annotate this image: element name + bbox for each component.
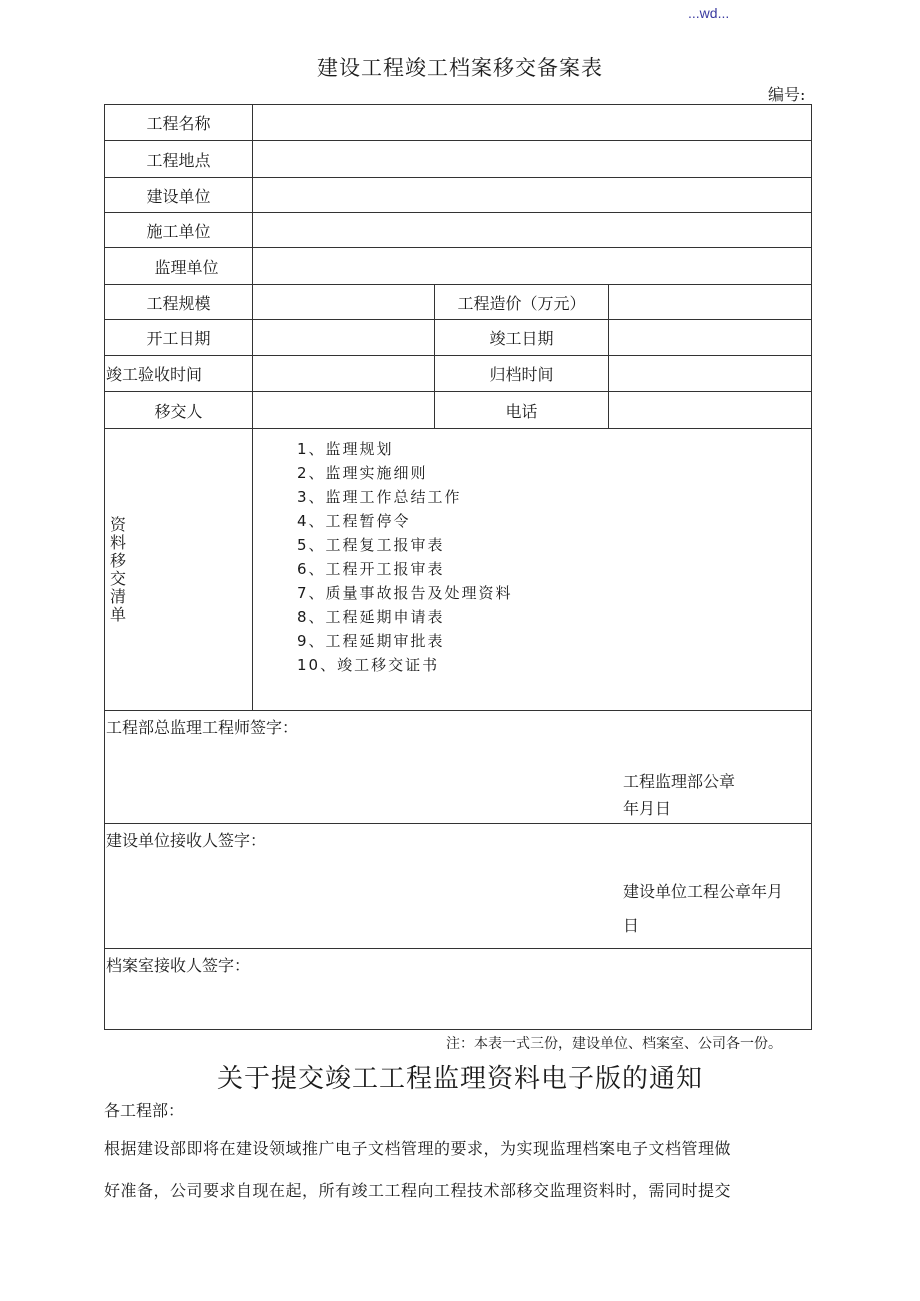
row-transferor-phone [105, 392, 812, 429]
document-list [253, 429, 812, 711]
notice-paragraph-line: 根据建设部即将在建设领域推广电子文档管理的要求，为实现监理档案电子文档管理做 [104, 1139, 732, 1158]
archive-room-signature-label: 档案室接收人签字： [106, 956, 251, 975]
construction-unit-signature-area[interactable] [105, 824, 812, 949]
row-project-name [105, 105, 812, 141]
field-builder-unit[interactable] [253, 213, 812, 248]
construction-unit-signature-label: 建设单位接收人签字： [106, 831, 267, 850]
row-supervision-unit [105, 248, 812, 285]
list-item: 8、工程延期申请表 [297, 608, 445, 626]
label-phone: 电话 [435, 392, 609, 429]
label-construction-unit: 建设单位 [105, 178, 253, 213]
label-project-location: 工程地点 [105, 141, 253, 178]
list-item: 4、工程暂停令 [297, 512, 411, 530]
field-acceptance-time[interactable] [253, 356, 435, 392]
label-char: 清 [110, 586, 127, 606]
row-archive-room-signature [105, 949, 812, 1030]
row-dates [105, 320, 812, 356]
label-acceptance-time: 竣工验收时间 [105, 356, 253, 392]
supervision-dept-stamp-label: 工程监理部公章 [623, 772, 736, 791]
label-char: 资 [110, 514, 127, 534]
label-completion-date: 竣工日期 [435, 320, 609, 356]
field-construction-unit[interactable] [253, 178, 812, 213]
form-note: 注：本表一式三份，建设单位、档案室、公司各一份。 [446, 1036, 782, 1052]
notice-paragraph-line: 好准备，公司要求自现在起，所有竣工工程向工程技术部移交监理资料时，需同时提交 [104, 1181, 732, 1200]
label-archive-time: 归档时间 [435, 356, 609, 392]
serial-number-label: 编号: [768, 85, 806, 104]
field-phone[interactable] [609, 392, 812, 429]
field-project-cost[interactable] [609, 285, 812, 320]
row-project-location [105, 141, 812, 178]
chief-engineer-signature-area[interactable] [105, 711, 812, 824]
field-supervision-unit[interactable] [253, 248, 812, 285]
label-project-cost: 工程造价（万元） [435, 285, 609, 320]
list-item: 9、工程延期审批表 [297, 632, 445, 650]
label-char: 交 [110, 568, 127, 588]
row-construction-unit [105, 178, 812, 213]
label-builder-unit: 施工单位 [105, 213, 253, 248]
list-item: 7、质量事故报告及处理资料 [297, 584, 513, 602]
row-scale-cost [105, 285, 812, 320]
label-transferor: 移交人 [105, 392, 253, 429]
field-start-date[interactable] [253, 320, 435, 356]
list-item: 6、工程开工报审表 [297, 560, 445, 578]
label-project-name: 工程名称 [105, 105, 253, 141]
signature-date-label: 年月日 [623, 799, 672, 818]
signature-date-label: 日 [623, 916, 640, 935]
field-project-location[interactable] [253, 141, 812, 178]
field-project-scale[interactable] [253, 285, 435, 320]
archive-transfer-form [104, 104, 812, 1030]
watermark: ...wd... [688, 5, 730, 21]
list-item: 2、监理实施细则 [297, 464, 428, 482]
field-completion-date[interactable] [609, 320, 812, 356]
form-title: 建设工程竣工档案移交备案表 [317, 56, 603, 80]
label-start-date: 开工日期 [105, 320, 253, 356]
field-project-name[interactable] [253, 105, 812, 141]
construction-unit-stamp-label: 建设单位工程公章年月 [623, 882, 784, 901]
row-construction-unit-signature [105, 824, 812, 949]
row-document-list [105, 429, 812, 711]
label-supervision-unit: 监理单位 [105, 248, 253, 285]
row-chief-engineer-signature [105, 711, 812, 824]
list-item: 10、竣工移交证书 [297, 656, 440, 674]
label-document-list [105, 429, 253, 711]
field-transferor[interactable] [253, 392, 435, 429]
label-char: 料 [110, 532, 127, 552]
label-project-scale: 工程规模 [105, 285, 253, 320]
list-item: 5、工程复工报审表 [297, 536, 445, 554]
field-archive-time[interactable] [609, 356, 812, 392]
archive-room-signature-area[interactable] [105, 949, 812, 1030]
list-item: 3、监理工作总结工作 [297, 488, 462, 506]
list-item: 1、监理规划 [297, 440, 394, 458]
label-char: 移 [110, 550, 127, 570]
notice-title: 关于提交竣工工程监理资料电子版的通知 [216, 1064, 703, 1094]
row-builder-unit [105, 213, 812, 248]
chief-engineer-signature-label: 工程部总监理工程师签字： [106, 718, 299, 737]
label-char: 单 [110, 604, 127, 624]
notice-greeting: 各工程部： [104, 1101, 185, 1120]
row-acceptance-archive [105, 356, 812, 392]
